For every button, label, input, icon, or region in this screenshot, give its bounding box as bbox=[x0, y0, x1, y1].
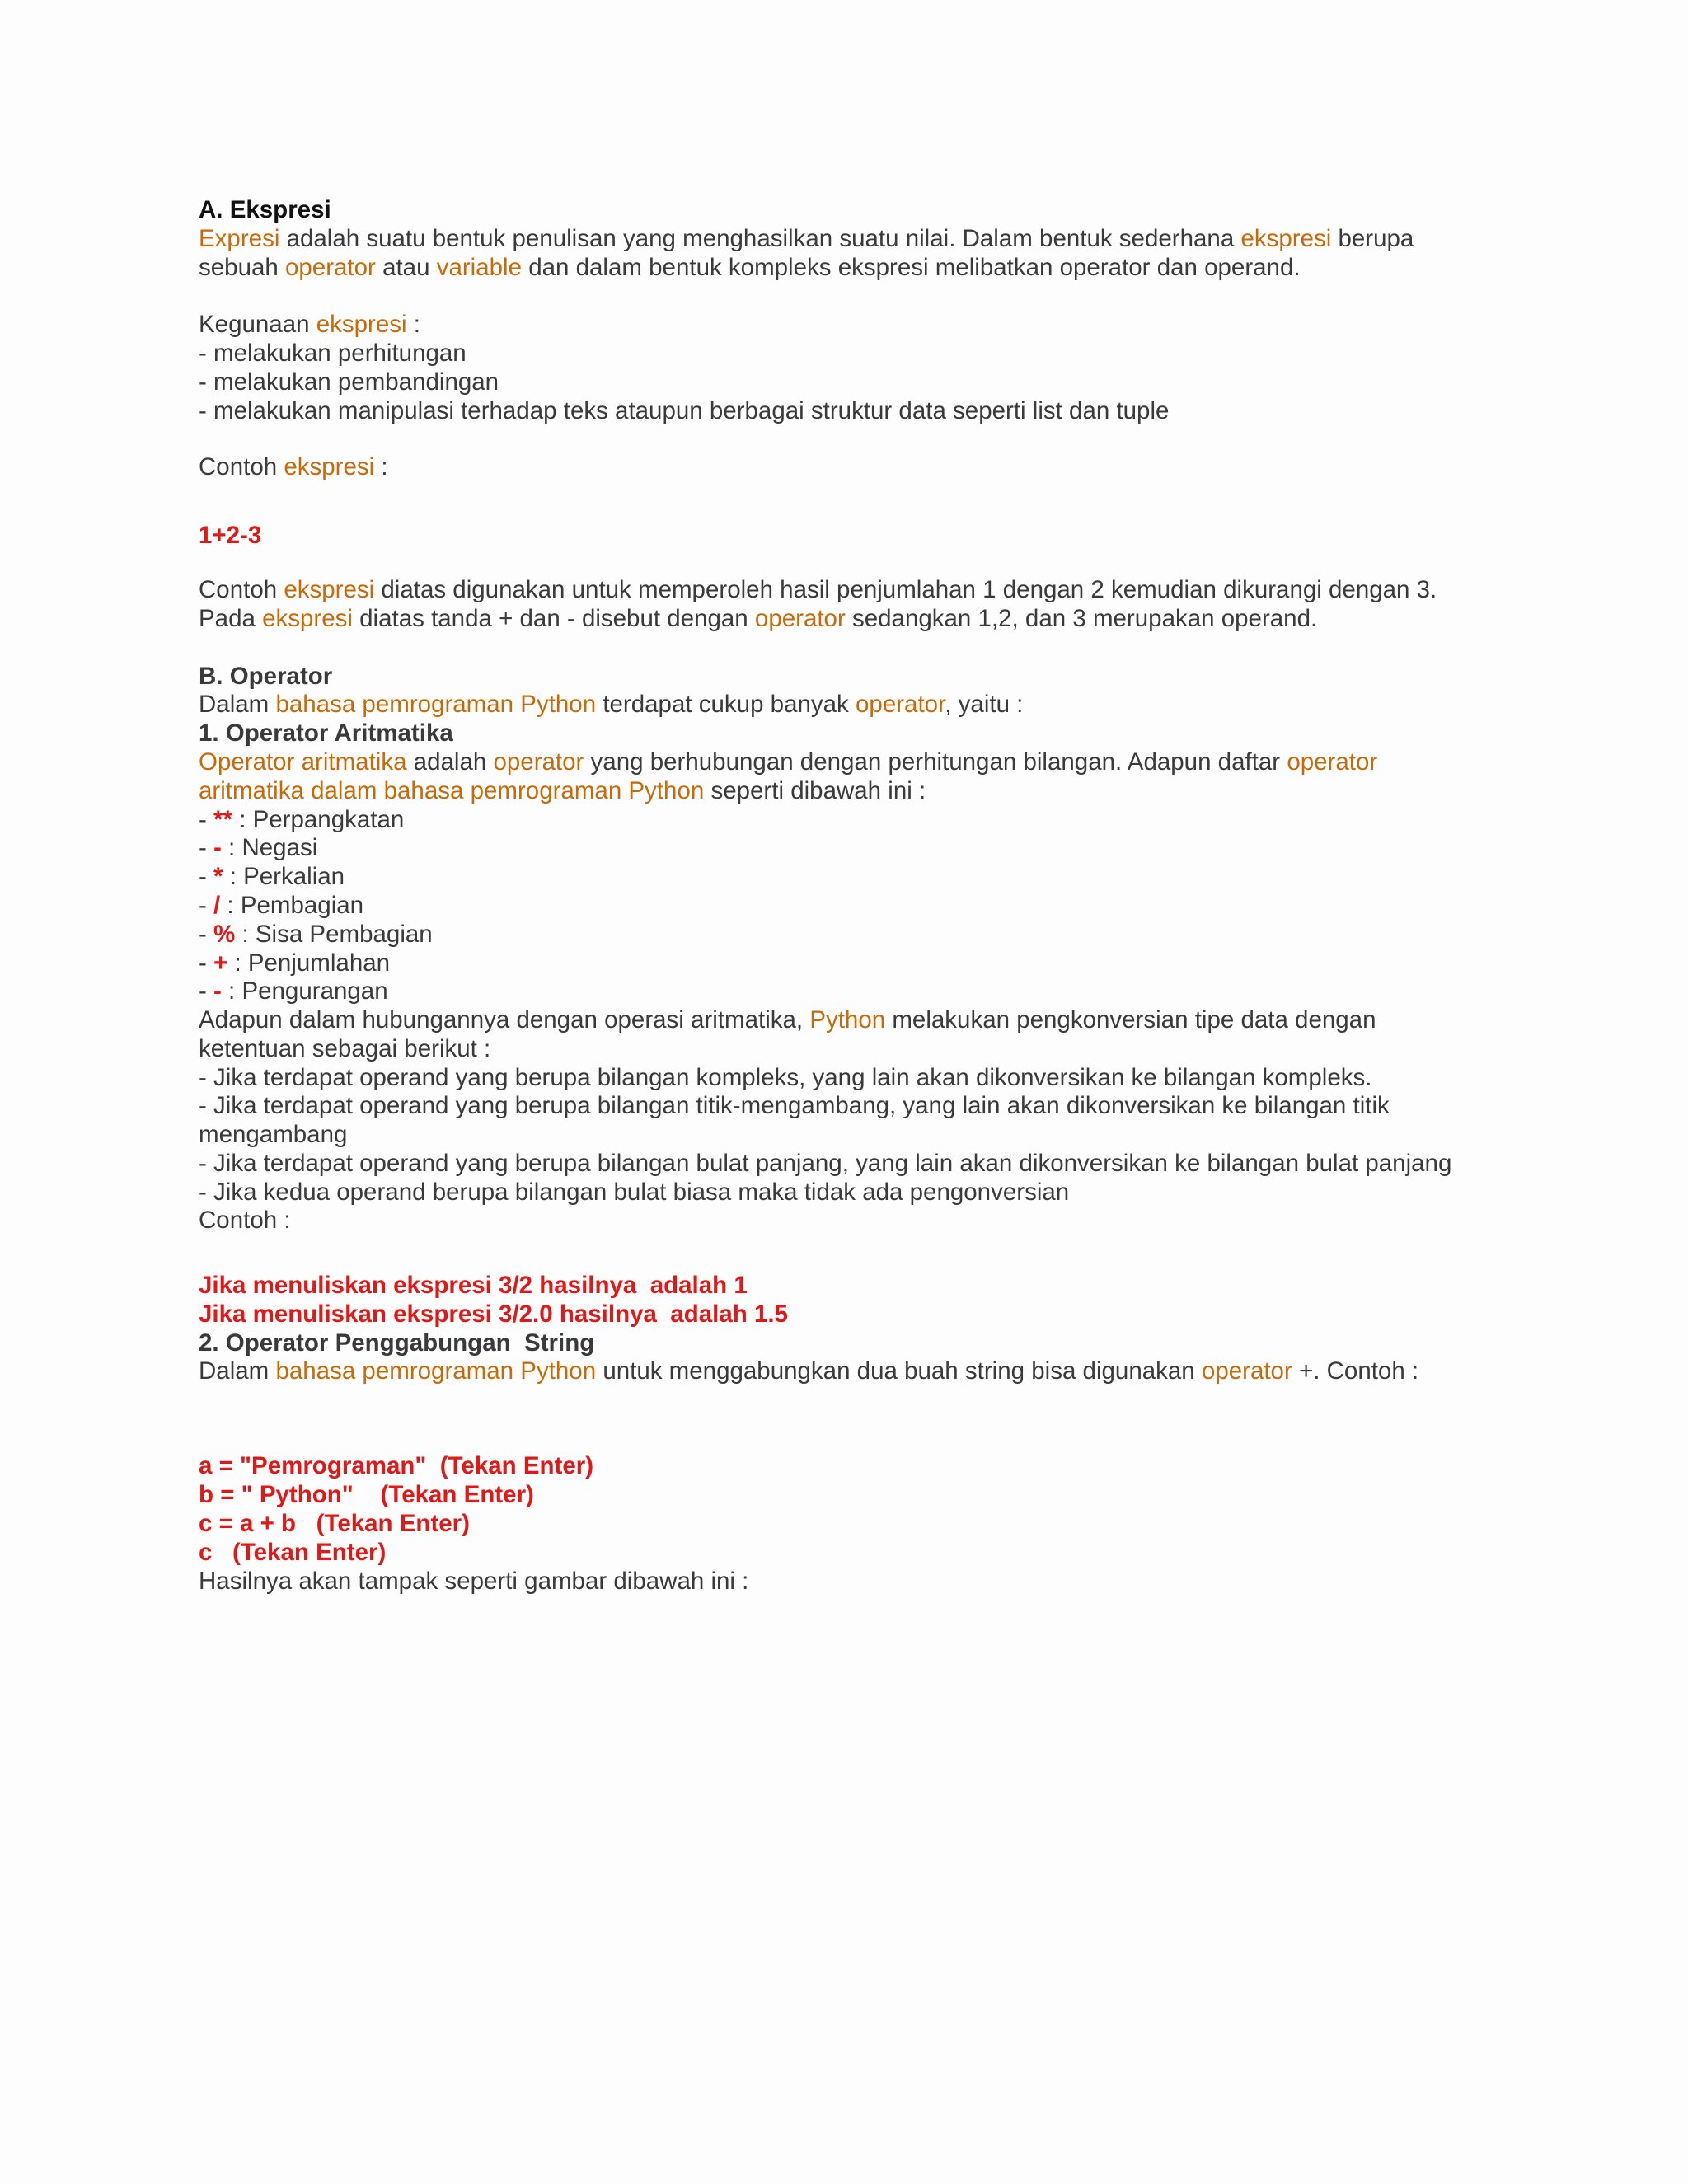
link-operator[interactable]: operator bbox=[284, 254, 376, 281]
operator-symbol: ** bbox=[213, 806, 232, 833]
link-bahasa-pemrograman-python[interactable]: bahasa pemrograman Python bbox=[275, 1357, 597, 1385]
operator-list-item: - - : Pengurangan bbox=[199, 977, 388, 1005]
operator-symbol: % bbox=[213, 921, 236, 948]
link-ekspresi[interactable]: ekspresi bbox=[316, 311, 407, 338]
section-b-title: B. Operator bbox=[199, 663, 333, 690]
example-expression: 1+2-3 bbox=[199, 522, 262, 549]
kegunaan-heading: Kegunaan ekspresi : bbox=[199, 311, 420, 338]
link-operator[interactable]: operator bbox=[493, 748, 584, 776]
code-line: c (Tekan Enter) bbox=[199, 1539, 387, 1566]
operator-list-item: - ** : Perpangkatan bbox=[199, 806, 405, 833]
contoh-heading: Contoh ekspresi : bbox=[199, 453, 388, 480]
code-line: a = "Pemrograman" (Tekan Enter) bbox=[199, 1452, 594, 1479]
link-operator[interactable]: operator bbox=[1201, 1357, 1292, 1385]
code-line: c = a + b (Tekan Enter) bbox=[199, 1510, 470, 1537]
operator-list-item: - - : Negasi bbox=[199, 834, 318, 861]
link-operator[interactable]: operator bbox=[856, 691, 945, 718]
list-item: - melakukan perhitungan bbox=[199, 340, 467, 367]
link-aritmatika-python[interactable]: aritmatika dalam bahasa pemrograman Python bbox=[199, 777, 705, 804]
operator-intro: Dalam bahasa pemrograman Python terdapat cukup banyak operator, yaitu : bbox=[199, 691, 1024, 718]
operator-list-item: - / : Pembagian bbox=[199, 892, 364, 919]
link-ekspresi[interactable]: ekspresi bbox=[262, 605, 353, 632]
link-ekspresi[interactable]: ekspresi bbox=[284, 453, 375, 480]
contoh-label: Contoh : bbox=[199, 1207, 291, 1234]
link-ekspresi[interactable]: ekspresi bbox=[284, 576, 375, 603]
operator-symbol: * bbox=[213, 863, 223, 890]
example-division: Jika menuliskan ekspresi 3/2.0 hasilnya adalah 1.5 bbox=[199, 1301, 788, 1328]
aritmatika-desc-line-1: Operator aritmatika adalah operator yang berhubungan dengan perhitungan bilangan. Adapun daftar operator bbox=[199, 748, 1378, 776]
paragraph-contoh-line-2: Pada ekspresi diatas tanda + dan - disebut dengan operator sedangkan 1,2, dan 3 merupakan operand. bbox=[199, 605, 1318, 632]
konversi-rule: - Jika terdapat operand yang berupa bilangan bulat panjang, yang lain akan dikonversikan ke bilangan bulat panjang bbox=[199, 1150, 1452, 1177]
paragraph-ekspresi-line-1: Expresi adalah suatu bentuk penulisan yang menghasilkan suatu nilai. Dalam bentuk sederhana ekspresi berupa bbox=[199, 225, 1414, 252]
link-operator-aritmatika[interactable]: Operator aritmatika bbox=[199, 748, 407, 776]
operator-symbol: + bbox=[213, 949, 228, 977]
paragraph-contoh-line-1: Contoh ekspresi diatas digunakan untuk memperoleh hasil penjumlahan 1 dengan 2 kemudian dikurangi dengan 3. bbox=[199, 576, 1437, 603]
example-division: Jika menuliskan ekspresi 3/2 hasilnya adalah 1 bbox=[199, 1272, 748, 1299]
operator-list-item: - % : Sisa Pembagian bbox=[199, 921, 433, 948]
operator-symbol: - bbox=[213, 977, 222, 1005]
konversi-rule: - Jika kedua operand berupa bilangan bulat biasa maka tidak ada pengonversian bbox=[199, 1179, 1070, 1206]
code-line: b = " Python" (Tekan Enter) bbox=[199, 1481, 534, 1508]
konversi-rule: - Jika terdapat operand yang berupa bilangan titik-mengambang, yang lain akan dikonversikan ke bilangan titik bbox=[199, 1092, 1390, 1119]
link-operator[interactable]: operator bbox=[1287, 748, 1378, 776]
paragraph-ekspresi-line-2: sebuah operator atau variable dan dalam bentuk kompleks ekspresi melibatkan operator dan operand. bbox=[199, 254, 1301, 281]
link-ekspresi[interactable]: ekspresi bbox=[1240, 225, 1332, 252]
string-desc: Dalam bahasa pemrograman Python untuk menggabungkan dua buah string bisa digunakan operator +. Contoh : bbox=[199, 1357, 1419, 1385]
link-operator[interactable]: operator bbox=[754, 605, 846, 632]
link-variable[interactable]: variable bbox=[436, 254, 522, 281]
konversi-rule: - Jika terdapat operand yang berupa bilangan kompleks, yang lain akan dikonversikan ke bilangan kompleks. bbox=[199, 1064, 1372, 1091]
link-expresi[interactable]: Expresi bbox=[199, 225, 280, 252]
list-item: - melakukan manipulasi terhadap teks ataupun berbagai struktur data seperti list dan tuple bbox=[199, 397, 1170, 424]
operator-list-item: - * : Perkalian bbox=[199, 863, 345, 890]
konversi-line-2: ketentuan sebagai berikut : bbox=[199, 1035, 491, 1062]
operator-symbol: - bbox=[213, 834, 222, 861]
list-item: - melakukan pembandingan bbox=[199, 368, 499, 396]
operator-list-item: - + : Penjumlahan bbox=[199, 949, 391, 977]
konversi-rule-cont: mengambang bbox=[199, 1121, 348, 1148]
result-text: Hasilnya akan tampak seperti gambar dibawah ini : bbox=[199, 1568, 749, 1595]
konversi-line-1: Adapun dalam hubungannya dengan operasi aritmatika, Python melakukan pengkonversian tipe data dengan bbox=[199, 1006, 1376, 1033]
aritmatika-desc-line-2: aritmatika dalam bahasa pemrograman Python seperti dibawah ini : bbox=[199, 777, 926, 804]
link-python[interactable]: Python bbox=[809, 1006, 886, 1033]
subsection-aritmatika-title: 1. Operator Aritmatika bbox=[199, 719, 453, 747]
subsection-string-title: 2. Operator Penggabungan String bbox=[199, 1329, 595, 1357]
section-a-title: A. Ekspresi bbox=[199, 196, 331, 223]
operator-symbol: / bbox=[213, 892, 221, 919]
link-bahasa-pemrograman-python[interactable]: bahasa pemrograman Python bbox=[275, 691, 597, 718]
